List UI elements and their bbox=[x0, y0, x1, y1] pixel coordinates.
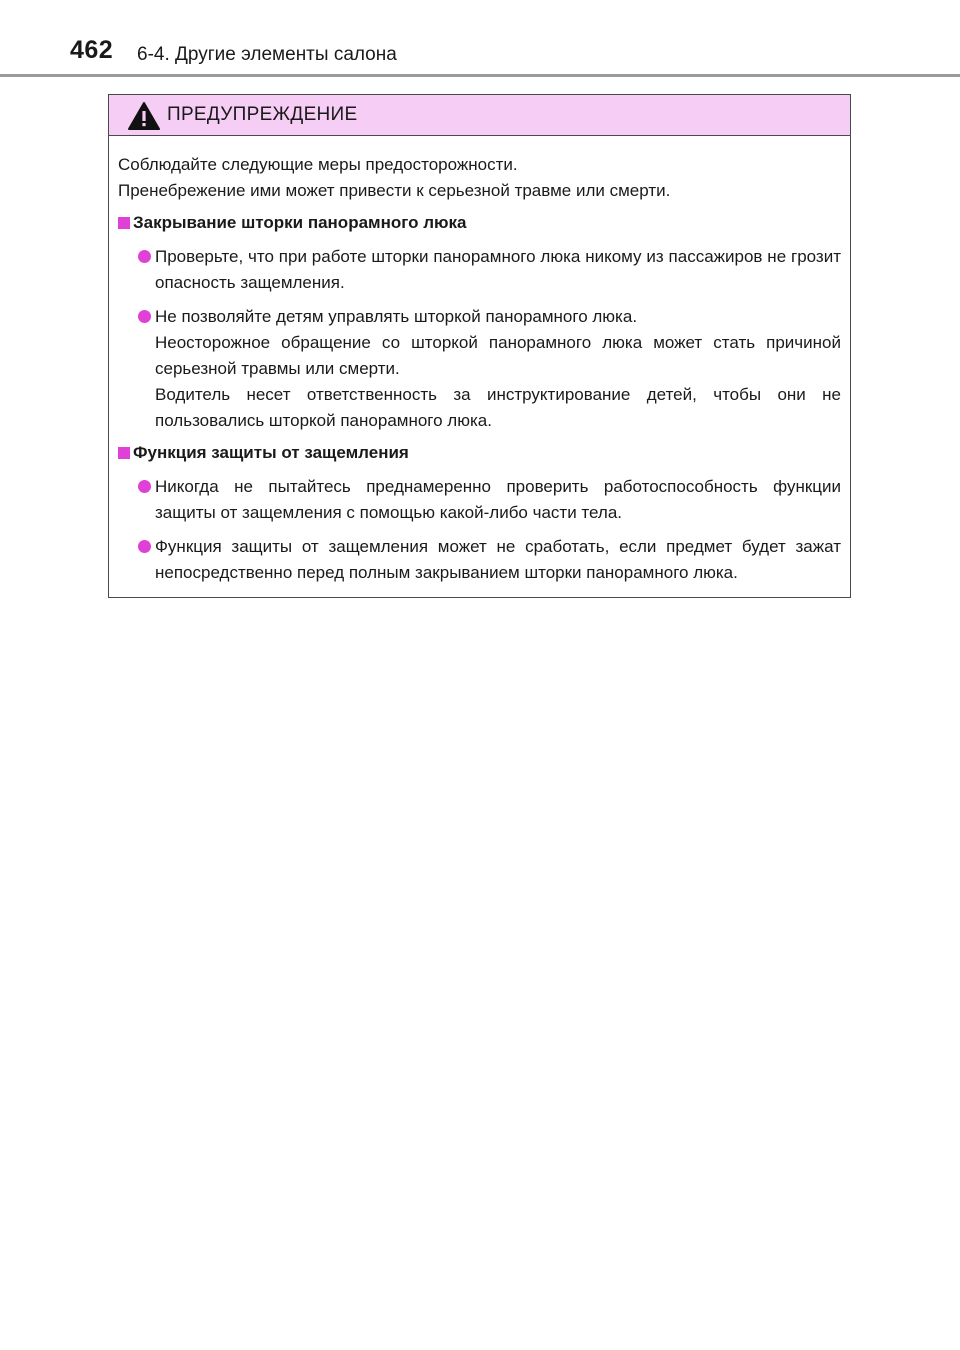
circle-bullet-icon bbox=[138, 250, 151, 263]
square-bullet-icon bbox=[118, 217, 130, 229]
section-title: 6-4. Другие элементы салона bbox=[137, 44, 397, 65]
square-bullet-icon bbox=[118, 447, 130, 459]
bullet-text: Не позволяйте детям управлять шторкой панорамного люка. bbox=[155, 307, 638, 326]
list-item bbox=[118, 534, 841, 586]
bullet-text: Водитель несет ответственность за инструктирование детей, чтобы они не пользовались шторкой панорамного люка. bbox=[155, 385, 841, 430]
list-item bbox=[118, 474, 841, 526]
bullet-text: Неосторожное обращение со шторкой панорамного люка может стать причиной серьезной травмы или смерти. bbox=[155, 333, 841, 378]
intro-line: Соблюдайте следующие меры предосторожности. bbox=[118, 155, 518, 174]
header-divider bbox=[0, 74, 960, 77]
bullet-text: Проверьте, что при работе шторки панорамного люка никому из пассажиров не грозит опасность защемления. bbox=[155, 247, 841, 292]
warning-body bbox=[109, 136, 850, 586]
warning-triangle-icon bbox=[127, 101, 161, 131]
intro-line: Пренебрежение ими может привести к серьезной травме или смерти. bbox=[118, 181, 671, 200]
section-heading-text: Закрывание шторки панорамного люка bbox=[133, 213, 467, 232]
bullet-text: Функция защиты от защемления может не сработать, если предмет будет зажат непосредственно перед полным закрыванием шторки панорамного люка. bbox=[155, 537, 841, 582]
section-heading bbox=[118, 440, 841, 466]
circle-bullet-icon bbox=[138, 540, 151, 553]
section-heading bbox=[118, 210, 841, 236]
warning-header bbox=[109, 95, 850, 136]
page-header bbox=[0, 0, 960, 80]
circle-bullet-icon bbox=[138, 310, 151, 323]
warning-title: ПРЕДУПРЕЖДЕНИЕ bbox=[167, 104, 358, 125]
list-item bbox=[118, 304, 841, 434]
circle-bullet-icon bbox=[138, 480, 151, 493]
bullet-text: Никогда не пытайтесь преднамеренно проверить работоспособность функции защиты от защемления с помощью какой-либо части тела. bbox=[155, 477, 841, 522]
list-item bbox=[118, 244, 841, 296]
page-number: 462 bbox=[70, 36, 114, 64]
warning-box bbox=[108, 94, 851, 598]
warning-intro bbox=[118, 152, 841, 204]
section-heading-text: Функция защиты от защемления bbox=[133, 443, 409, 462]
